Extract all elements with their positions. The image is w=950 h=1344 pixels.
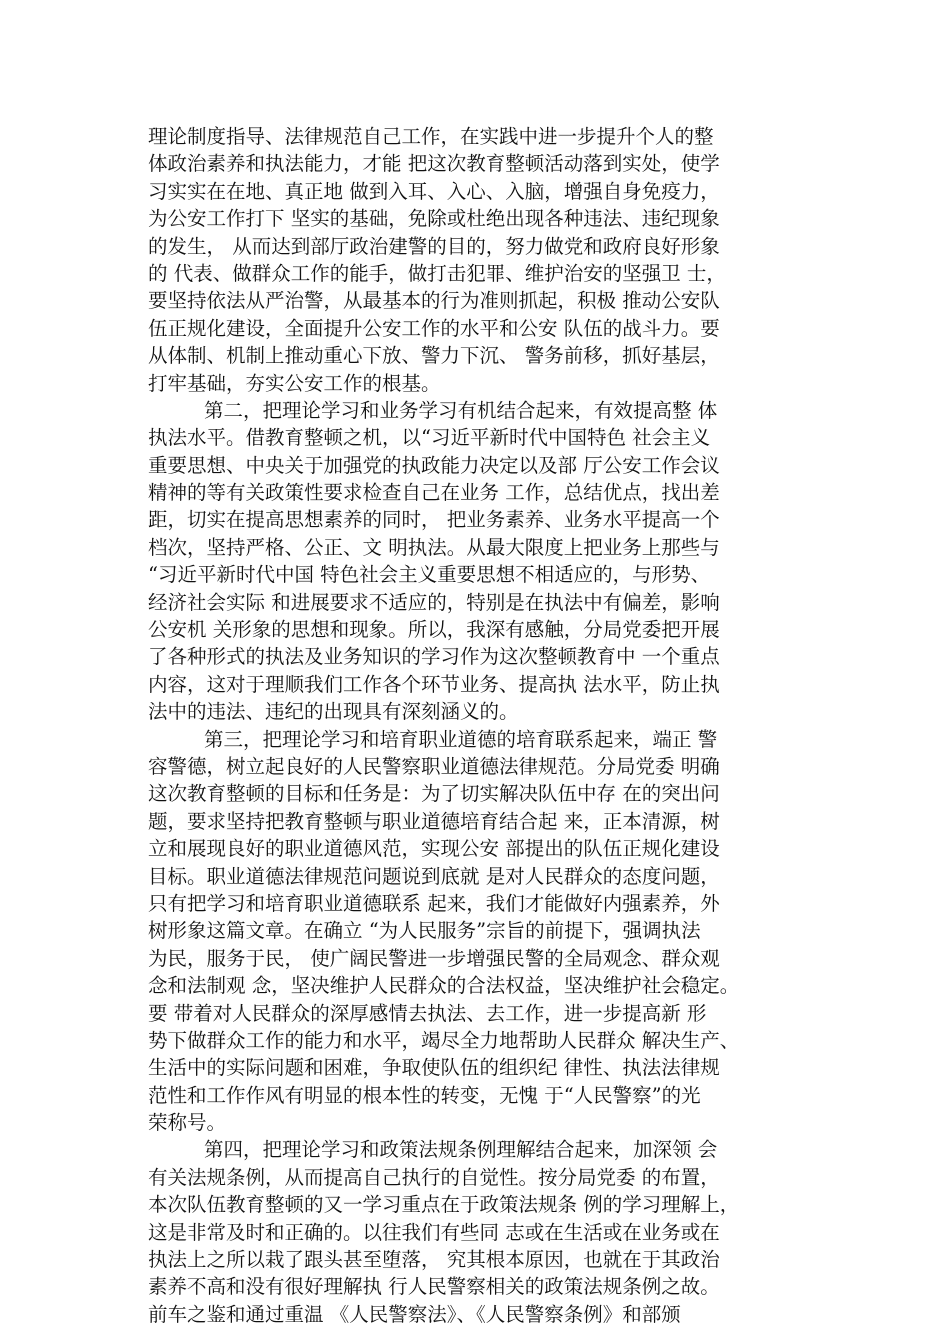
text-line-indented: 第四，把理论学习和政策法规条例理解结合起来，加深领 会 — [204, 1138, 718, 1162]
text-line: 伍正规化建设，全面提升公安工作的水平和公安 队伍的战斗力。要 — [148, 316, 720, 340]
paragraph-3 — [148, 726, 808, 1137]
text-line: 素养不高和没有很好理解执 行人民警察相关的政策法规条例之故。 — [148, 1275, 720, 1299]
text-line: 公安机 关形象的思想和现象。所以，我深有感触，分局党委把开展 — [148, 618, 720, 642]
document-page — [148, 123, 808, 1328]
text-line: 容警德，树立起良好的人民警察职业道德法律规范。分局党委 明确 — [148, 754, 720, 778]
text-line: 执法上之所以栽了跟头甚至堕落， 究其根本原因，也就在于其政治 — [148, 1248, 720, 1272]
text-line: 本次队伍教育整顿的又一学习重点在于政策法规条 例的学习理解上， — [148, 1193, 740, 1217]
text-line: 重要思想、中央关于加强党的执政能力决定以及部 厅公安工作会议 — [148, 453, 720, 477]
text-line: 势下做群众工作的能力和水平，竭尽全力地帮助人民群众 解决生产、 — [148, 1028, 740, 1052]
text-line: 经济社会实际 和进展要求不适应的，特别是在执法中有偏差，影响 — [148, 590, 720, 614]
text-line: 荣称号。 — [148, 1111, 227, 1135]
text-line: 念和法制观 念，坚决维护人民群众的合法权益，坚决维护社会稳定。 — [148, 974, 740, 998]
text-line: 执法水平。借教育整顿之机，以“习近平新时代中国特色 社会主义 — [148, 426, 711, 450]
text-line: 题，要求坚持把教育整顿与职业道德培育结合起 来，正本清源，树 — [148, 809, 720, 833]
text-line-indented: 第二，把理论学习和业务学习有机结合起来，有效提高整 体 — [204, 398, 718, 422]
text-line: 这次教育整顿的目标和任务是：为了切实解决队伍中存 在的突出问 — [148, 782, 720, 806]
text-line: 生活中的实际问题和困难，争取使队伍的组织纪 律性、执法法律规 — [148, 1056, 720, 1080]
text-line: 打牢基础，夯实公安工作的根基。 — [148, 371, 441, 395]
text-line: 的 代表、做群众工作的能手，做打击犯罪、维护治安的坚强卫 士， — [148, 261, 726, 285]
text-line: 有关法规条例，从而提高自己执行的自觉性。按分局党委 的布置， — [148, 1165, 720, 1189]
text-line: 从体制、机制上推动重心下放、警力下沉、 警务前移，抓好基层， — [148, 344, 720, 368]
text-line: 习实实在在地、真正地 做到入耳、入心、入脑，增强自身免疫力， — [148, 179, 720, 203]
text-line: 树形象这篇文章。在确立 “为人民服务”宗旨的前提下，强调执法 — [148, 919, 701, 943]
text-line: 要 带着对人民群众的深厚感情去执法、去工作，进一步提高新 形 — [148, 1001, 707, 1025]
text-line-indented: 第三，把理论学习和培育职业道德的培育联系起来，端正 警 — [204, 727, 718, 751]
text-line: 内容，这对于理顺我们工作各个环节业务、提高执 法水平，防止执 — [148, 672, 720, 696]
text-line: 距，切实在提高思想素养的同时， 把业务素养、业务水平提高一个 — [148, 508, 720, 532]
text-line: “习近平新时代中国 特色社会主义重要思想不相适应的，与形势、 — [148, 563, 711, 587]
text-line: 体政治素养和执法能力，才能 把这次教育整顿活动落到实处，使学 — [148, 152, 720, 176]
text-line: 目标。职业道德法律规范问题说到底就 是对人民群众的态度问题， — [148, 864, 720, 888]
paragraph-4 — [148, 1136, 808, 1328]
text-line: 精神的等有关政策性要求检查自己在业务 工作，总结优点，找出差 — [148, 481, 720, 505]
text-line: 档次，坚持严格、公正、文 明执法。从最大限度上把业务上那些与 — [148, 535, 720, 559]
text-line: 这是非常及时和正确的。以往我们有些同 志或在生活或在业务或在 — [148, 1220, 720, 1244]
text-line: 的发生， 从而达到部厅政治建警的目的，努力做党和政府良好形象 — [148, 234, 720, 258]
text-line: 要坚持依法从严治警，从最基本的行为准则抓起，积极 推动公安队 — [148, 289, 720, 313]
text-line: 立和展现良好的职业道德风范，实现公安 部提出的队伍正规化建设 — [148, 837, 720, 861]
text-line: 理论制度指导、法律规范自己工作，在实践中进一步提升个人的整 — [148, 125, 714, 148]
paragraph-1 — [148, 123, 808, 397]
paragraph-2 — [148, 397, 808, 726]
text-line: 法中的违法、违纪的出现具有深刻涵义的。 — [148, 700, 519, 724]
text-line: 了各种形式的执法及业务知识的学习作为这次整顿教育中 一个重点 — [148, 645, 720, 669]
text-line: 范性和工作作风有明显的根本性的转变，无愧 于“人民警察”的光 — [148, 1083, 701, 1107]
text-line: 前车之鉴和通过重温 《人民警察法》、《人民警察条例》和部颁 — [148, 1302, 681, 1326]
text-line: 为民，服务于民， 使广阔民警进一步增强民警的全局观念、群众观 — [148, 946, 720, 970]
text-line: 只有把学习和培育职业道德联系 起来，我们才能做好内强素养，外 — [148, 891, 720, 915]
text-line: 为公安工作打下 坚实的基础，免除或杜绝出现各种违法、违纪现象 — [148, 207, 720, 231]
